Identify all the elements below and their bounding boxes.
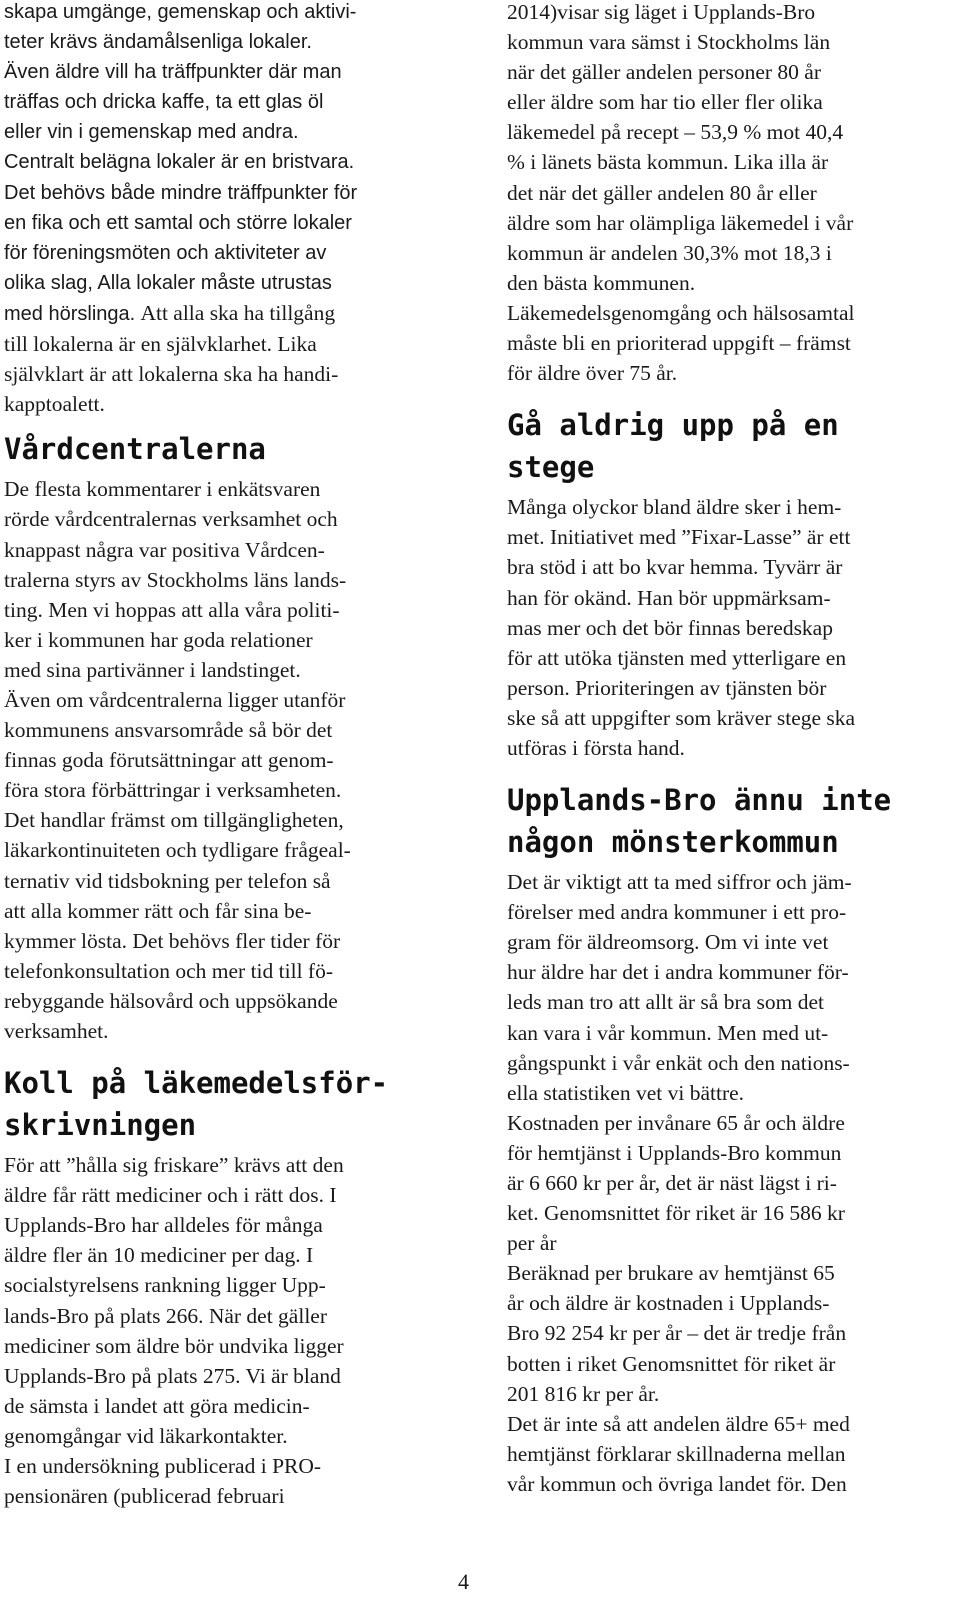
text-line: De flesta kommentarer i enkätsvaren <box>4 477 321 502</box>
text-line: eller vin i gemenskap med andra. <box>4 121 299 144</box>
section-heading: stege <box>507 450 595 485</box>
section-heading: Vårdcentralerna <box>4 432 266 467</box>
text-line: det när det gäller andelen 80 år eller <box>507 180 817 205</box>
section-heading: Gå aldrig upp på en <box>507 408 839 443</box>
section-heading: Koll på läkemedelsför- <box>4 1066 389 1101</box>
text-line: hemtjänst förklarar skillnaderna mellan <box>507 1441 846 1466</box>
text-line: för äldre över 75 år. <box>507 361 678 386</box>
text-line: ella statistiken vet vi bättre. <box>507 1080 745 1105</box>
section-heading: skrivningen <box>4 1108 197 1143</box>
text-line: met. Initiativet med ”Fixar-Lasse” är ett <box>507 525 851 550</box>
section-heading: någon mönsterkommun <box>507 825 839 860</box>
text-line: Många olyckor bland äldre sker i hem- <box>507 495 842 520</box>
text-line: teter krävs ändamålsenliga lokaler. <box>4 31 312 54</box>
text-line: person. Prioriteringen av tjänsten bör <box>507 675 827 700</box>
text-line: kommun är andelen 30,3% mot 18,3 i <box>507 240 832 265</box>
text-line: kan vara i vår kommun. Men med ut- <box>507 1020 829 1045</box>
text-line: läkarkontinuiteten och tydligare frågeal- <box>4 838 351 863</box>
text-line-mixed <box>4 298 464 329</box>
text-line: lands-Bro på plats 266. När det gäller <box>4 1303 328 1328</box>
intro-paragraph <box>507 0 947 388</box>
text-line: mediciner som äldre bör undvika ligger <box>4 1333 344 1358</box>
text-line: äldre får rätt mediciner och i rätt dos. I <box>4 1183 337 1208</box>
text-line: Även äldre vill ha träffpunkter där man <box>4 61 342 84</box>
text-line: han för okänd. Han bör uppmärksam- <box>507 585 831 610</box>
text-line: Centralt belägna lokaler är en bristvara. <box>4 151 355 174</box>
text-line: Läkemedelsgenomgång och hälsosamtal <box>507 300 855 325</box>
text-line: en fika och ett samtal och större lokaler <box>4 211 352 234</box>
text-line: Det behövs både mindre träffpunkter för <box>4 181 358 204</box>
text-line: gram för äldreomsorg. Om vi inte vet <box>507 930 829 955</box>
section-vardcentralerna <box>4 428 464 1046</box>
text-line: kapptoalett. <box>4 392 105 417</box>
text-line: måste bli en prioriterad uppgift – främst <box>507 331 851 356</box>
text-line: att alla kommer rätt och får sina be- <box>4 898 312 923</box>
text-line: Även om vårdcentralerna ligger utanför <box>4 687 346 712</box>
text-line: träffas och dricka kaffe, ta ett glas öl <box>4 91 324 114</box>
text-line: botten i riket Genomsnittet för riket är <box>507 1351 836 1376</box>
text-line: självklart är att lokalerna ska ha handi- <box>4 362 339 387</box>
text-line: Upplands-Bro har alldeles för många <box>4 1213 323 1238</box>
text-line: leds man tro att allt är så bra som det <box>507 990 825 1015</box>
text-line: 201 816 kr per år. <box>507 1381 660 1406</box>
text-line: mas mer och det bör finnas beredskap <box>507 615 833 640</box>
text-line: kommun vara sämst i Stockholms län <box>507 30 831 55</box>
text-line: kymmer lösta. Det behövs fler tider för <box>4 928 341 953</box>
text-line: ske så att uppgifter som kräver stege ska <box>507 705 856 730</box>
text-line: eller äldre som har tio eller fler olika <box>507 90 823 115</box>
text-line: för att utöka tjänsten med ytterligare en <box>507 645 847 670</box>
text-line: verksamhet. <box>4 1019 109 1043</box>
text-line: Kostnaden per invånare 65 år och äldre <box>507 1110 845 1135</box>
text-line: år och äldre är kostnaden i Upplands- <box>507 1291 830 1316</box>
text-fragment: med hörslinga. <box>4 302 136 325</box>
text-line: Det handlar främst om tillgängligheten, <box>4 808 344 833</box>
text-line: telefonkonsultation och mer tid till fö- <box>4 958 333 983</box>
text-line: genomgångar vid läkarkontakter. <box>4 1423 288 1448</box>
text-line: ket. Genomsnittet för riket är 16 586 kr <box>507 1201 845 1226</box>
text-line: Det är inte så att andelen äldre 65+ med <box>507 1411 850 1436</box>
section-heading: Upplands-Bro ännu inte <box>507 783 892 818</box>
text-line: den bästa kommunen. <box>507 270 696 295</box>
text-line: äldre som har olämpliga läkemedel i vår <box>507 210 854 235</box>
text-line: finnas goda förutsättningar att genom- <box>4 748 334 773</box>
text-line: olika slag, Alla lokaler måste utrustas <box>4 271 332 294</box>
text-line: ting. Men vi hoppas att alla våra politi- <box>4 597 340 622</box>
text-line: pensionären (publicerad februari <box>4 1484 285 1509</box>
text-line: vår kommun och övriga landet för. Den <box>507 1471 847 1496</box>
text-line: för föreningsmöten och aktiviteter av <box>4 241 327 264</box>
text-line: för hemtjänst i Upplands-Bro kommun <box>507 1140 842 1165</box>
text-line: Upplands-Bro på plats 275. Vi är bland <box>4 1363 341 1388</box>
text-line: skapa umgänge, gemenskap och aktivi- <box>4 1 357 23</box>
section-monsterkommun <box>507 779 947 1499</box>
text-line: knappast några var positiva Vårdcen- <box>4 537 325 562</box>
text-line: de sämsta i landet att göra medicin- <box>4 1393 310 1418</box>
text-line: För att ”hålla sig friskare” krävs att den <box>4 1153 344 1178</box>
intro-paragraph <box>4 0 464 419</box>
text-line: per år <box>507 1231 557 1256</box>
page-number: 4 <box>458 1569 469 1594</box>
text-line: med sina partivänner i landstinget. <box>4 657 301 682</box>
text-line: när det gäller andelen personer 80 år <box>507 60 821 85</box>
text-line: bra stöd i att bo kvar hemma. Tyvärr är <box>507 555 843 580</box>
right-column <box>507 0 947 1499</box>
text-line: rebyggande hälsovård och uppsökande <box>4 988 338 1013</box>
section-lakemedel <box>4 1062 464 1511</box>
section-stege <box>507 404 947 763</box>
text-line: kommunens ansvarsområde så bör det <box>4 718 333 743</box>
text-line: föra stora förbättringar i verksamheten. <box>4 778 342 803</box>
text-line: ker i kommunen har goda relationer <box>4 627 313 652</box>
text-line: ternativ vid tidsbokning per telefon så <box>4 868 331 893</box>
text-line: till lokalerna är en självklarhet. Lika <box>4 332 317 357</box>
text-line: Bro 92 254 kr per år – det är tredje från <box>507 1321 847 1346</box>
text-line: utföras i första hand. <box>507 735 685 760</box>
text-line: 2014)visar sig läget i Upplands-Bro <box>507 0 816 24</box>
text-line: äldre fler än 10 mediciner per dag. I <box>4 1243 314 1268</box>
text-line: hur äldre har det i andra kommuner för- <box>507 960 849 985</box>
text-line: % i länets bästa kommun. Lika illa är <box>507 150 829 175</box>
left-column <box>4 0 464 1511</box>
text-line: Det är viktigt att ta med siffror och jäm- <box>507 870 852 895</box>
text-line: gångspunkt i vår enkät och den nations- <box>507 1050 850 1075</box>
text-line: I en undersökning publicerad i PRO- <box>4 1454 322 1479</box>
text-line: tralerna styrs av Stockholms läns lands- <box>4 567 347 592</box>
text-line: rörde vårdcentralernas verksamhet och <box>4 507 338 532</box>
text-line: Beräknad per brukare av hemtjänst 65 <box>507 1261 835 1286</box>
text-line: förelser med andra kommuner i ett pro- <box>507 900 847 925</box>
text-line: läkemedel på recept – 53,9 % mot 40,4 <box>507 120 844 145</box>
text-line: socialstyrelsens rankning ligger Upp- <box>4 1273 326 1298</box>
text-fragment: Att alla ska ha tillgång <box>140 300 336 325</box>
text-line: är 6 660 kr per år, det är näst lägst i ri- <box>507 1171 837 1195</box>
